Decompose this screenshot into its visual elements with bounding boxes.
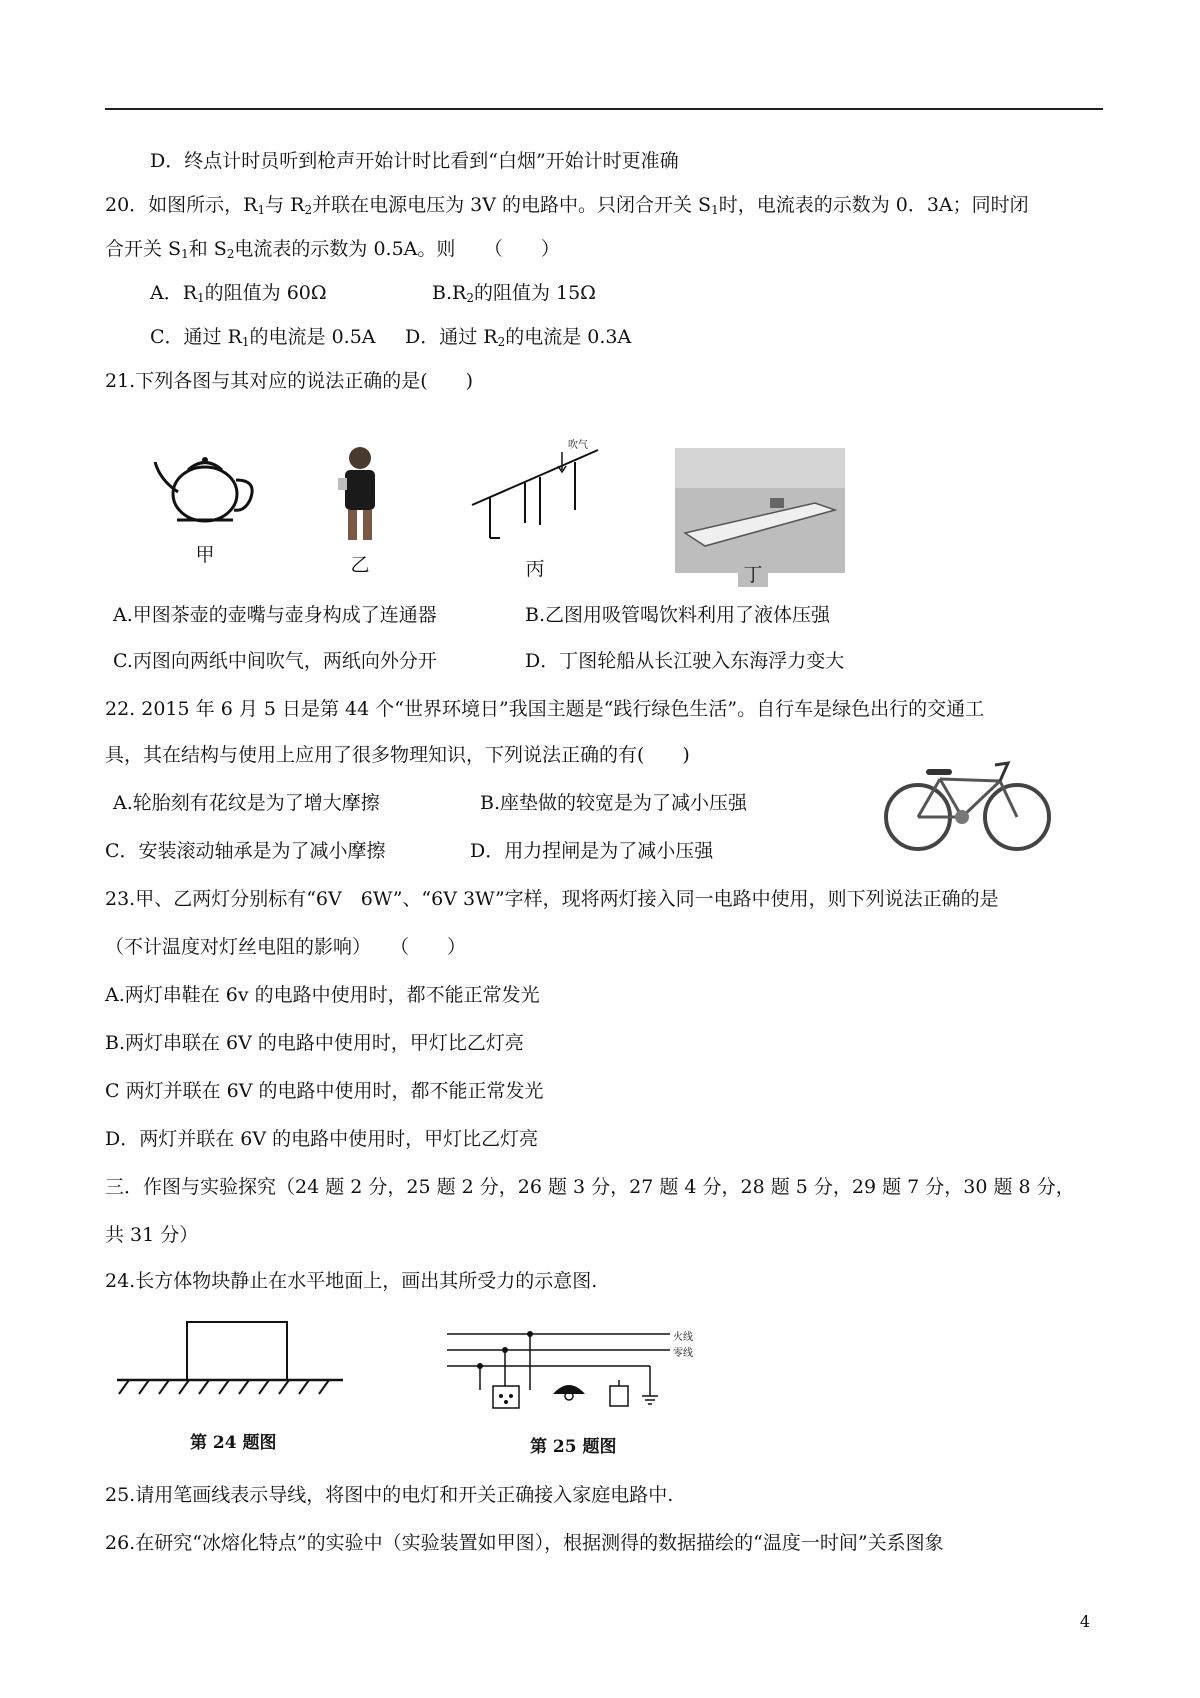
q19-option-d: D．终点计时员听到枪声开始计时比看到“白烟”开始计时更准确 [150,150,679,172]
boy-drinking-figure [335,444,385,544]
q20-option-c: C．通过 $R_1$的电流是 0.5A [150,326,376,349]
page-number: 4 [1079,1612,1090,1631]
ship-photo-figure [675,448,845,573]
household-circuit-figure [445,1320,695,1415]
q23-option-a: A.两灯串鞋在 6v 的电路中使用时，都不能正常发光 [105,984,540,1006]
fig-label-ding: 丁 [738,560,768,587]
q26-stem-line1: 26.在研究“冰熔化特点”的实验中（实验装置如甲图），根据测得的数据描绘的“温度一时间”关系图象 [105,1532,944,1554]
q21-option-d: D．丁图轮船从长江驶入东海浮力变大 [525,650,845,672]
q23-stem-line2: （不计温度对灯丝电阻的影响） （ ） [105,936,467,958]
q24-stem: 24.长方体物块静止在水平地面上，画出其所受力的示意图. [105,1270,598,1292]
q22-option-a: A.轮胎刻有花纹是为了增大摩擦 [113,792,380,814]
q22-option-b: B.座垫做的较宽是为了减小压强 [480,792,748,814]
q25-stem: 25.请用笔画线表示导线，将图中的电灯和开关正确接入家庭电路中. [105,1484,674,1506]
blow-label: 吹气 [568,440,588,451]
header-rule [105,108,1103,110]
fig-label-bing: 丙 [525,558,545,580]
q21-option-a: A.甲图茶壶的壶嘴与壶身构成了连通器 [113,604,437,626]
q20-stem-line1: 20．如图所示，$R_1$与 $R_2$并联在电源电压为 3V 的电路中。只闭合开关 $S_1$时，电流表的示数为 0．3A；同时闭 [105,194,1029,217]
fig-label-jia: 甲 [195,544,215,566]
q20-stem-line2: 合开关 $S_1$和 $S_2$电流表的示数为 0.5A。则 （ ） [105,238,560,261]
live-wire-label: 火线 [673,1332,693,1343]
q23-stem-line1: 23.甲、乙两灯分别标有“6V 6W”、“6V 3W”字样，现将两灯接入同一电路中使用，则下列说法正确的是 [105,888,999,910]
q21-stem: 21.下列各图与其对应的说法正确的是( ) [105,370,474,392]
q22-option-c: C．安装滚动轴承是为了减小摩擦 [105,840,386,862]
section3-heading-line1: 三．作图与实验探究（24 题 2 分，25 题 2 分，26 题 3 分，27 题 4 分，28 题 5 分，29 题 7 分，30 题 8 分， [105,1176,1075,1198]
two-papers-figure [470,440,600,540]
q25-caption: 第 25 题图 [530,1437,617,1457]
q20-option-d: D．通过 $R_2$的电流是 0.3A [405,326,632,349]
q22-option-d: D．用力捏闸是为了减小压强 [470,840,714,862]
q23-option-d: D．两灯并联在 6V 的电路中使用时，甲灯比乙灯亮 [105,1128,539,1150]
q24-caption: 第 24 题图 [190,1433,277,1453]
block-on-ground-figure [115,1320,345,1400]
section3-heading-line2: 共 31 分） [105,1224,199,1246]
bicycle-figure [880,755,1055,855]
q22-stem-line2: 具，其在结构与使用上应用了很多物理知识，下列说法正确的有( ) [105,744,690,766]
fig-label-yi: 乙 [350,554,370,576]
teapot-figure [150,450,260,530]
q20-option-a: A．$R_1$的阻值为 60Ω [150,282,327,305]
q23-option-c: C 两灯并联在 6V 的电路中使用时，都不能正常发光 [105,1080,544,1102]
q22-stem-line1: 22. 2015 年 6 月 5 日是第 44 个“世界环境日”我国主题是“践行绿色生活”。自行车是绿色出行的交通工 [105,698,985,720]
q21-option-c: C.丙图向两纸中间吹气，两纸向外分开 [113,650,437,672]
q23-option-b: B.两灯串联在 6V 的电路中使用时，甲灯比乙灯亮 [105,1032,524,1054]
q20-option-b: $B.R_2$的阻值为 15Ω [432,282,596,305]
neutral-wire-label: 零线 [673,1348,693,1359]
q21-option-b: B.乙图用吸管喝饮料利用了液体压强 [525,604,831,626]
